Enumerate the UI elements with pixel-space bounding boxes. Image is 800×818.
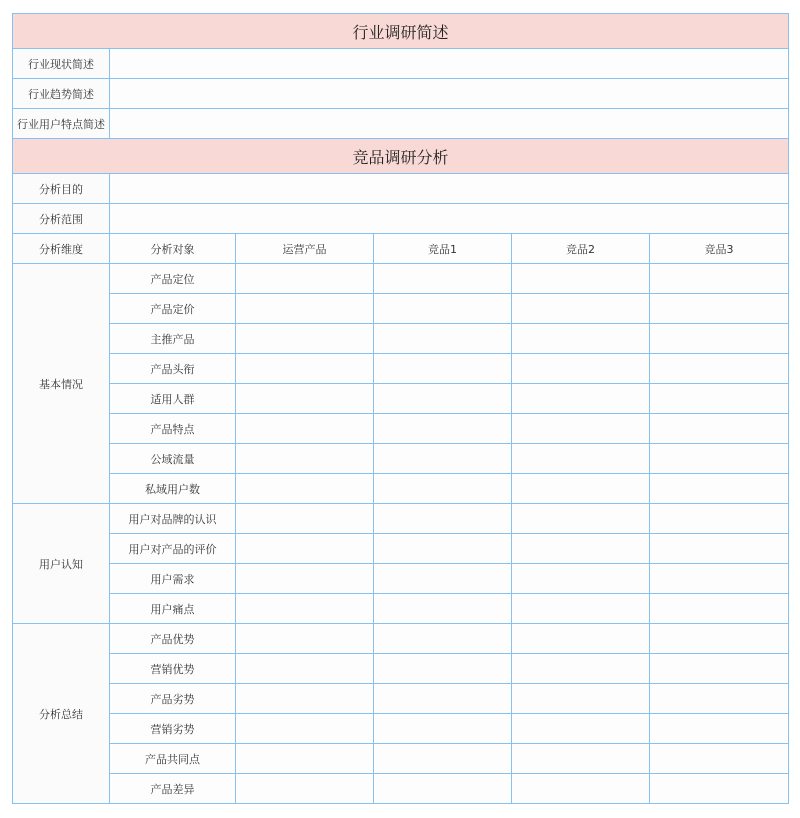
analysis-input-cell[interactable] xyxy=(512,774,650,804)
analysis-input-cell[interactable] xyxy=(236,324,374,354)
analysis-row xyxy=(13,594,789,624)
industry-header-row xyxy=(13,14,789,49)
analysis-input-cell[interactable] xyxy=(236,354,374,384)
analysis-input-cell[interactable] xyxy=(650,594,789,624)
competitor-row-label: 分析目的 xyxy=(13,174,110,204)
column-header: 竞品1 xyxy=(374,234,512,264)
analysis-input-cell[interactable] xyxy=(512,354,650,384)
analysis-item-label: 产品差异 xyxy=(110,774,236,804)
analysis-row xyxy=(13,744,789,774)
analysis-input-cell[interactable] xyxy=(374,444,512,474)
analysis-input-cell[interactable] xyxy=(374,294,512,324)
industry-section-title: 行业调研简述 xyxy=(13,14,789,49)
analysis-input-cell[interactable] xyxy=(512,324,650,354)
analysis-input-cell[interactable] xyxy=(236,684,374,714)
competitor-row xyxy=(13,204,789,234)
analysis-input-cell[interactable] xyxy=(650,744,789,774)
analysis-row xyxy=(13,774,789,804)
analysis-item-label: 产品定位 xyxy=(110,264,236,294)
analysis-input-cell[interactable] xyxy=(236,384,374,414)
analysis-item-label: 产品劣势 xyxy=(110,684,236,714)
analysis-input-cell[interactable] xyxy=(512,444,650,474)
analysis-row xyxy=(13,684,789,714)
analysis-input-cell[interactable] xyxy=(236,534,374,564)
analysis-item-label: 营销劣势 xyxy=(110,714,236,744)
analysis-item-label: 用户对产品的评价 xyxy=(110,534,236,564)
analysis-input-cell[interactable] xyxy=(374,714,512,744)
industry-input-cell[interactable] xyxy=(110,49,789,79)
analysis-row xyxy=(13,474,789,504)
analysis-row xyxy=(13,444,789,474)
analysis-input-cell[interactable] xyxy=(374,414,512,444)
analysis-input-cell[interactable] xyxy=(236,444,374,474)
research-table xyxy=(12,13,789,804)
analysis-input-cell[interactable] xyxy=(236,414,374,444)
analysis-item-label: 用户痛点 xyxy=(110,594,236,624)
industry-input-cell[interactable] xyxy=(110,109,789,139)
analysis-item-label: 产品共同点 xyxy=(110,744,236,774)
analysis-input-cell[interactable] xyxy=(374,654,512,684)
analysis-input-cell[interactable] xyxy=(512,624,650,654)
analysis-input-cell[interactable] xyxy=(236,744,374,774)
analysis-input-cell[interactable] xyxy=(650,654,789,684)
analysis-input-cell[interactable] xyxy=(512,414,650,444)
analysis-input-cell[interactable] xyxy=(374,474,512,504)
column-header: 分析维度 xyxy=(13,234,110,264)
analysis-input-cell[interactable] xyxy=(650,624,789,654)
column-header: 分析对象 xyxy=(110,234,236,264)
analysis-input-cell[interactable] xyxy=(512,594,650,624)
analysis-input-cell[interactable] xyxy=(236,594,374,624)
analysis-input-cell[interactable] xyxy=(236,504,374,534)
competitor-header-row xyxy=(13,139,789,174)
analysis-input-cell[interactable] xyxy=(374,684,512,714)
analysis-row xyxy=(13,624,789,654)
analysis-item-label: 用户对品牌的认识 xyxy=(110,504,236,534)
analysis-input-cell[interactable] xyxy=(374,564,512,594)
analysis-input-cell[interactable] xyxy=(374,534,512,564)
dimension-label: 基本情况 xyxy=(13,264,110,504)
analysis-input-cell[interactable] xyxy=(650,444,789,474)
analysis-input-cell[interactable] xyxy=(236,714,374,744)
competitor-section-title: 竞品调研分析 xyxy=(13,139,789,174)
analysis-input-cell[interactable] xyxy=(650,384,789,414)
analysis-item-label: 主推产品 xyxy=(110,324,236,354)
analysis-input-cell[interactable] xyxy=(512,474,650,504)
analysis-item-label: 产品定价 xyxy=(110,294,236,324)
analysis-input-cell[interactable] xyxy=(374,594,512,624)
analysis-input-cell[interactable] xyxy=(512,564,650,594)
analysis-input-cell[interactable] xyxy=(236,564,374,594)
analysis-item-label: 产品特点 xyxy=(110,414,236,444)
analysis-input-cell[interactable] xyxy=(650,414,789,444)
analysis-input-cell[interactable] xyxy=(512,504,650,534)
analysis-item-label: 用户需求 xyxy=(110,564,236,594)
analysis-item-label: 公域流量 xyxy=(110,444,236,474)
analysis-row xyxy=(13,384,789,414)
analysis-row xyxy=(13,294,789,324)
analysis-input-cell[interactable] xyxy=(650,684,789,714)
analysis-row xyxy=(13,264,789,294)
analysis-input-cell[interactable] xyxy=(512,684,650,714)
analysis-row xyxy=(13,534,789,564)
analysis-input-cell[interactable] xyxy=(374,504,512,534)
competitor-input-cell[interactable] xyxy=(110,174,789,204)
analysis-input-cell[interactable] xyxy=(236,264,374,294)
analysis-item-label: 私域用户数 xyxy=(110,474,236,504)
industry-row-label: 行业现状简述 xyxy=(13,49,110,79)
analysis-input-cell[interactable] xyxy=(650,504,789,534)
analysis-input-cell[interactable] xyxy=(650,324,789,354)
column-header: 竞品2 xyxy=(512,234,650,264)
analysis-input-cell[interactable] xyxy=(374,774,512,804)
analysis-row xyxy=(13,564,789,594)
analysis-item-label: 产品优势 xyxy=(110,624,236,654)
analysis-input-cell[interactable] xyxy=(236,774,374,804)
analysis-item-label: 营销优势 xyxy=(110,654,236,684)
analysis-input-cell[interactable] xyxy=(512,744,650,774)
analysis-input-cell[interactable] xyxy=(650,534,789,564)
analysis-input-cell[interactable] xyxy=(512,294,650,324)
analysis-row xyxy=(13,324,789,354)
analysis-input-cell[interactable] xyxy=(512,714,650,744)
analysis-item-label: 产品头衔 xyxy=(110,354,236,384)
column-header: 竞品3 xyxy=(650,234,789,264)
competitor-row xyxy=(13,174,789,204)
industry-input-cell[interactable] xyxy=(110,79,789,109)
industry-row-label: 行业用户特点简述 xyxy=(13,109,110,139)
analysis-input-cell[interactable] xyxy=(374,744,512,774)
column-header-row xyxy=(13,234,789,264)
analysis-row xyxy=(13,654,789,684)
analysis-input-cell[interactable] xyxy=(650,354,789,384)
analysis-input-cell[interactable] xyxy=(650,714,789,744)
analysis-input-cell[interactable] xyxy=(374,264,512,294)
analysis-input-cell[interactable] xyxy=(374,384,512,414)
industry-row xyxy=(13,109,789,139)
research-sheet xyxy=(12,13,788,804)
analysis-row xyxy=(13,504,789,534)
analysis-input-cell[interactable] xyxy=(650,264,789,294)
analysis-input-cell[interactable] xyxy=(374,354,512,384)
column-header: 运营产品 xyxy=(236,234,374,264)
dimension-label: 用户认知 xyxy=(13,504,110,624)
industry-row xyxy=(13,49,789,79)
analysis-input-cell[interactable] xyxy=(650,294,789,324)
analysis-input-cell[interactable] xyxy=(236,294,374,324)
analysis-input-cell[interactable] xyxy=(512,534,650,564)
analysis-groups xyxy=(13,264,789,804)
industry-row-label: 行业趋势简述 xyxy=(13,79,110,109)
competitor-row-label: 分析范围 xyxy=(13,204,110,234)
analysis-input-cell[interactable] xyxy=(236,474,374,504)
analysis-input-cell[interactable] xyxy=(512,264,650,294)
analysis-input-cell[interactable] xyxy=(650,474,789,504)
analysis-row xyxy=(13,354,789,384)
industry-row xyxy=(13,79,789,109)
analysis-input-cell[interactable] xyxy=(650,564,789,594)
analysis-input-cell[interactable] xyxy=(374,624,512,654)
analysis-input-cell[interactable] xyxy=(512,384,650,414)
competitor-input-cell[interactable] xyxy=(110,204,789,234)
analysis-row xyxy=(13,414,789,444)
analysis-item-label: 适用人群 xyxy=(110,384,236,414)
analysis-input-cell[interactable] xyxy=(650,774,789,804)
analysis-input-cell[interactable] xyxy=(374,324,512,354)
dimension-label: 分析总结 xyxy=(13,624,110,804)
analysis-row xyxy=(13,714,789,744)
analysis-input-cell[interactable] xyxy=(512,654,650,684)
analysis-input-cell[interactable] xyxy=(236,654,374,684)
analysis-input-cell[interactable] xyxy=(236,624,374,654)
